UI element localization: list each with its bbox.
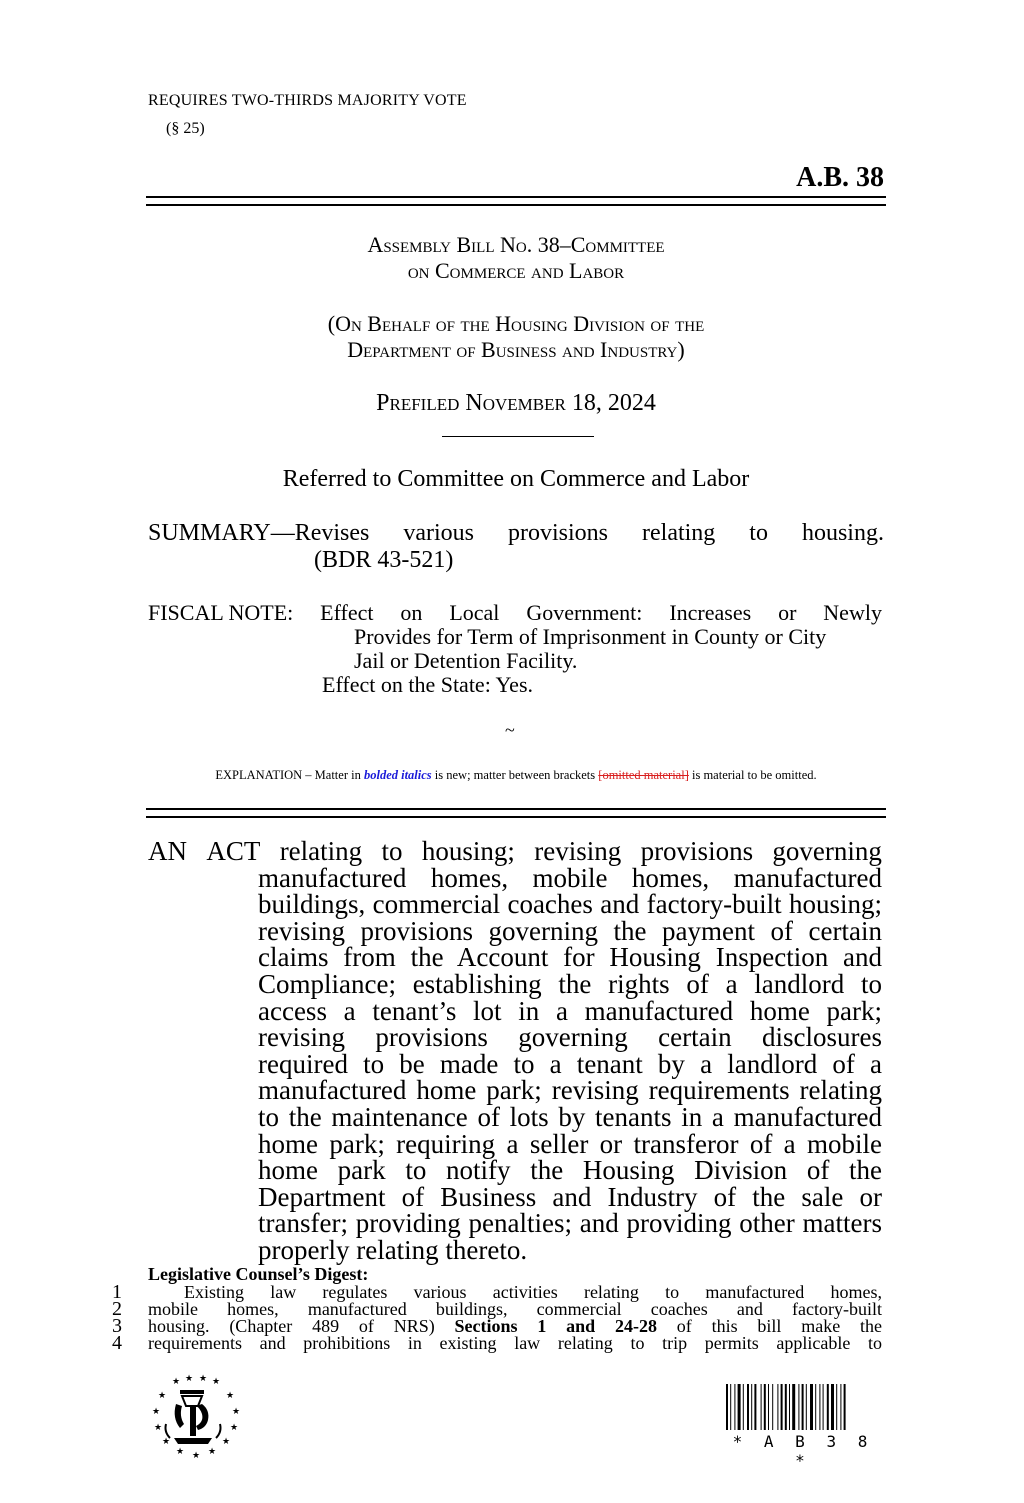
- summary-word: SUMMARY—Revises: [148, 520, 370, 546]
- barcode-bar: [764, 1384, 766, 1430]
- fiscal-word: on: [400, 600, 423, 625]
- tilde-separator: ~: [505, 720, 515, 740]
- barcode-bar: [792, 1384, 795, 1430]
- fiscal-word: Government:: [526, 600, 643, 625]
- barcode-bar: [726, 1384, 728, 1430]
- barcode-bar: [831, 1384, 834, 1430]
- fiscal-state-effect: Effect on the State: Yes.: [322, 672, 534, 697]
- svg-text:★: ★: [192, 1451, 201, 1460]
- barcode-bar: [836, 1384, 837, 1430]
- barcode-bar: [806, 1384, 807, 1430]
- svg-text:★: ★: [172, 1377, 181, 1387]
- barcode-bar: [754, 1384, 756, 1430]
- summary-word: housing.: [801, 520, 884, 546]
- barcode-bar: [844, 1384, 846, 1430]
- svg-text:★: ★: [199, 1374, 208, 1384]
- explanation: [146, 768, 886, 783]
- barcode-bar: [798, 1384, 799, 1430]
- fiscal-continuation-1: Provides for Term of Imprisonment in County or City: [354, 624, 827, 649]
- bill-title-line1: Assembly Bill No. 38–Committee: [367, 232, 665, 257]
- summary: [148, 520, 884, 574]
- barcode-bar: [734, 1384, 735, 1430]
- svg-text:★: ★: [152, 1407, 161, 1417]
- digest-line: requirements and prohibitions in existing law relating to trip permits applicable to: [148, 1333, 882, 1353]
- barcode-bar: [761, 1384, 762, 1430]
- bill-number: A.B. 38: [796, 162, 884, 193]
- header-double-rule: [146, 196, 886, 206]
- line-number: 4: [112, 1332, 122, 1354]
- barcode-bar: [823, 1384, 824, 1430]
- section-reference: (§ 25): [166, 120, 205, 137]
- act-word: AN: [148, 836, 187, 866]
- behalf-line1: (On Behalf of the Housing Division of the: [327, 311, 705, 336]
- fiscal-continuation-2: Jail or Detention Facility.: [354, 648, 578, 673]
- barcode-bar: [789, 1384, 790, 1430]
- summary-word: provisions: [508, 520, 609, 546]
- barcode-bar: [785, 1384, 787, 1430]
- line-number: 1: [112, 1281, 122, 1303]
- explanation-suffix: is material to be omitted.: [688, 768, 817, 782]
- fiscal-word: Effect: [320, 600, 374, 625]
- barcode-bar: [772, 1384, 773, 1430]
- digest-title: Legislative Counsel’s Digest:: [148, 1264, 369, 1284]
- barcode-bar: [768, 1384, 769, 1430]
- nevada-seal-icon: [150, 1374, 240, 1460]
- act-word: relating: [279, 836, 363, 866]
- explanation-new-text: bolded italics: [363, 768, 432, 782]
- referred-to: Referred to Committee on Commerce and Labor: [282, 466, 750, 492]
- bill-title-line2: on Commerce and Labor: [407, 258, 625, 283]
- barcode-bar: [815, 1384, 816, 1430]
- barcode-bar: [738, 1384, 741, 1430]
- barcode-bar: [840, 1384, 841, 1430]
- act-word: housing;: [421, 836, 515, 866]
- behalf-line2: Department of Business and Industry): [347, 337, 685, 362]
- barcode-bar: [810, 1384, 813, 1430]
- svg-text:★: ★: [230, 1423, 239, 1433]
- barcode-bar: [777, 1384, 778, 1430]
- explanation-double-rule: [146, 808, 886, 818]
- digest-line: housing. (Chapter 489 of NRS) Sections 1 and 24-28 of this bill make the: [148, 1316, 883, 1336]
- barcode-bar: [802, 1384, 804, 1430]
- summary-word: to: [749, 520, 768, 546]
- barcode-bar: [819, 1384, 820, 1430]
- fiscal-word: Newly: [823, 600, 882, 625]
- act-word: ACT: [206, 836, 261, 866]
- explanation-omitted-text: [omitted material]: [598, 768, 689, 782]
- barcode-bar: [781, 1384, 783, 1430]
- svg-text:★: ★: [162, 1437, 171, 1447]
- barcode-bar: [747, 1384, 749, 1430]
- sections-reference: Sections 1 and 24-28: [454, 1316, 657, 1336]
- svg-text:★: ★: [208, 1447, 217, 1457]
- line-number: 2: [112, 1298, 122, 1320]
- svg-text:★: ★: [226, 1391, 235, 1401]
- digest-line: Existing law regulates various activities relating to manufactured homes,: [184, 1282, 882, 1302]
- bdr-number: (BDR 43-521): [314, 547, 454, 573]
- svg-text:★: ★: [212, 1377, 221, 1387]
- svg-text:★: ★: [154, 1423, 163, 1433]
- svg-text:★: ★: [158, 1391, 167, 1401]
- barcode-bar: [730, 1384, 731, 1430]
- barcode: [724, 1384, 882, 1432]
- line-number: 3: [112, 1315, 122, 1337]
- barcode-bar: [827, 1384, 829, 1430]
- act-word: provisions: [640, 836, 754, 866]
- act-word: to: [381, 836, 403, 866]
- barcode-bar: [751, 1384, 752, 1430]
- svg-text:★: ★: [232, 1407, 240, 1417]
- summary-word: relating: [642, 520, 716, 546]
- svg-text:★: ★: [176, 1447, 185, 1457]
- digest-line: mobile homes, manufactured buildings, commercial coaches and factory-built: [148, 1299, 882, 1319]
- short-divider: [442, 436, 594, 437]
- fiscal-word: Local: [449, 600, 500, 625]
- summary-word: various: [403, 520, 475, 546]
- fiscal-note: [148, 601, 882, 697]
- fiscal-word: or: [778, 600, 797, 625]
- act-title: [148, 838, 882, 1264]
- explanation-prefix: EXPLANATION – Matter in: [215, 768, 364, 782]
- act-word: revising: [534, 836, 622, 866]
- digest-line-numbers: [102, 1281, 122, 1354]
- explanation-middle: is new; matter between brackets: [431, 768, 599, 782]
- barcode-bar: [743, 1384, 744, 1430]
- act-body: manufactured homes, mobile homes, manufactured buildings, commercial coaches and factory-built housing; revising provisions governing the payment of certain claims from the Account for Housing Inspection and Compliance; establishing the rights of a landlord to access a tenant’s lot in a manufactured home park; revising provisions governing certain disclosures required to be made to a tenant by a landlord of a manufactured home park; revising requirements relating to the maintenance of lots by tenants in a manufactured home park; requiring a seller or transferor of a mobile home park to notify the Housing Division of the Department of Business and Industry of the sale or transfer; providing penalties; and providing other matters properly relating thereto.: [258, 862, 882, 1265]
- svg-text:★: ★: [185, 1374, 194, 1384]
- act-word: governing: [772, 836, 882, 866]
- svg-text:★: ★: [222, 1437, 231, 1447]
- fiscal-word: FISCAL NOTE:: [148, 600, 294, 625]
- prefiled-date: Prefiled November 18, 2024: [376, 390, 656, 416]
- vote-requirement: REQUIRES TWO-THIRDS MAJORITY VOTE: [148, 92, 467, 109]
- barcode-text: * A B 3 8 *: [732, 1432, 874, 1470]
- digest-text: [148, 1284, 882, 1352]
- fiscal-word: Increases: [669, 600, 752, 625]
